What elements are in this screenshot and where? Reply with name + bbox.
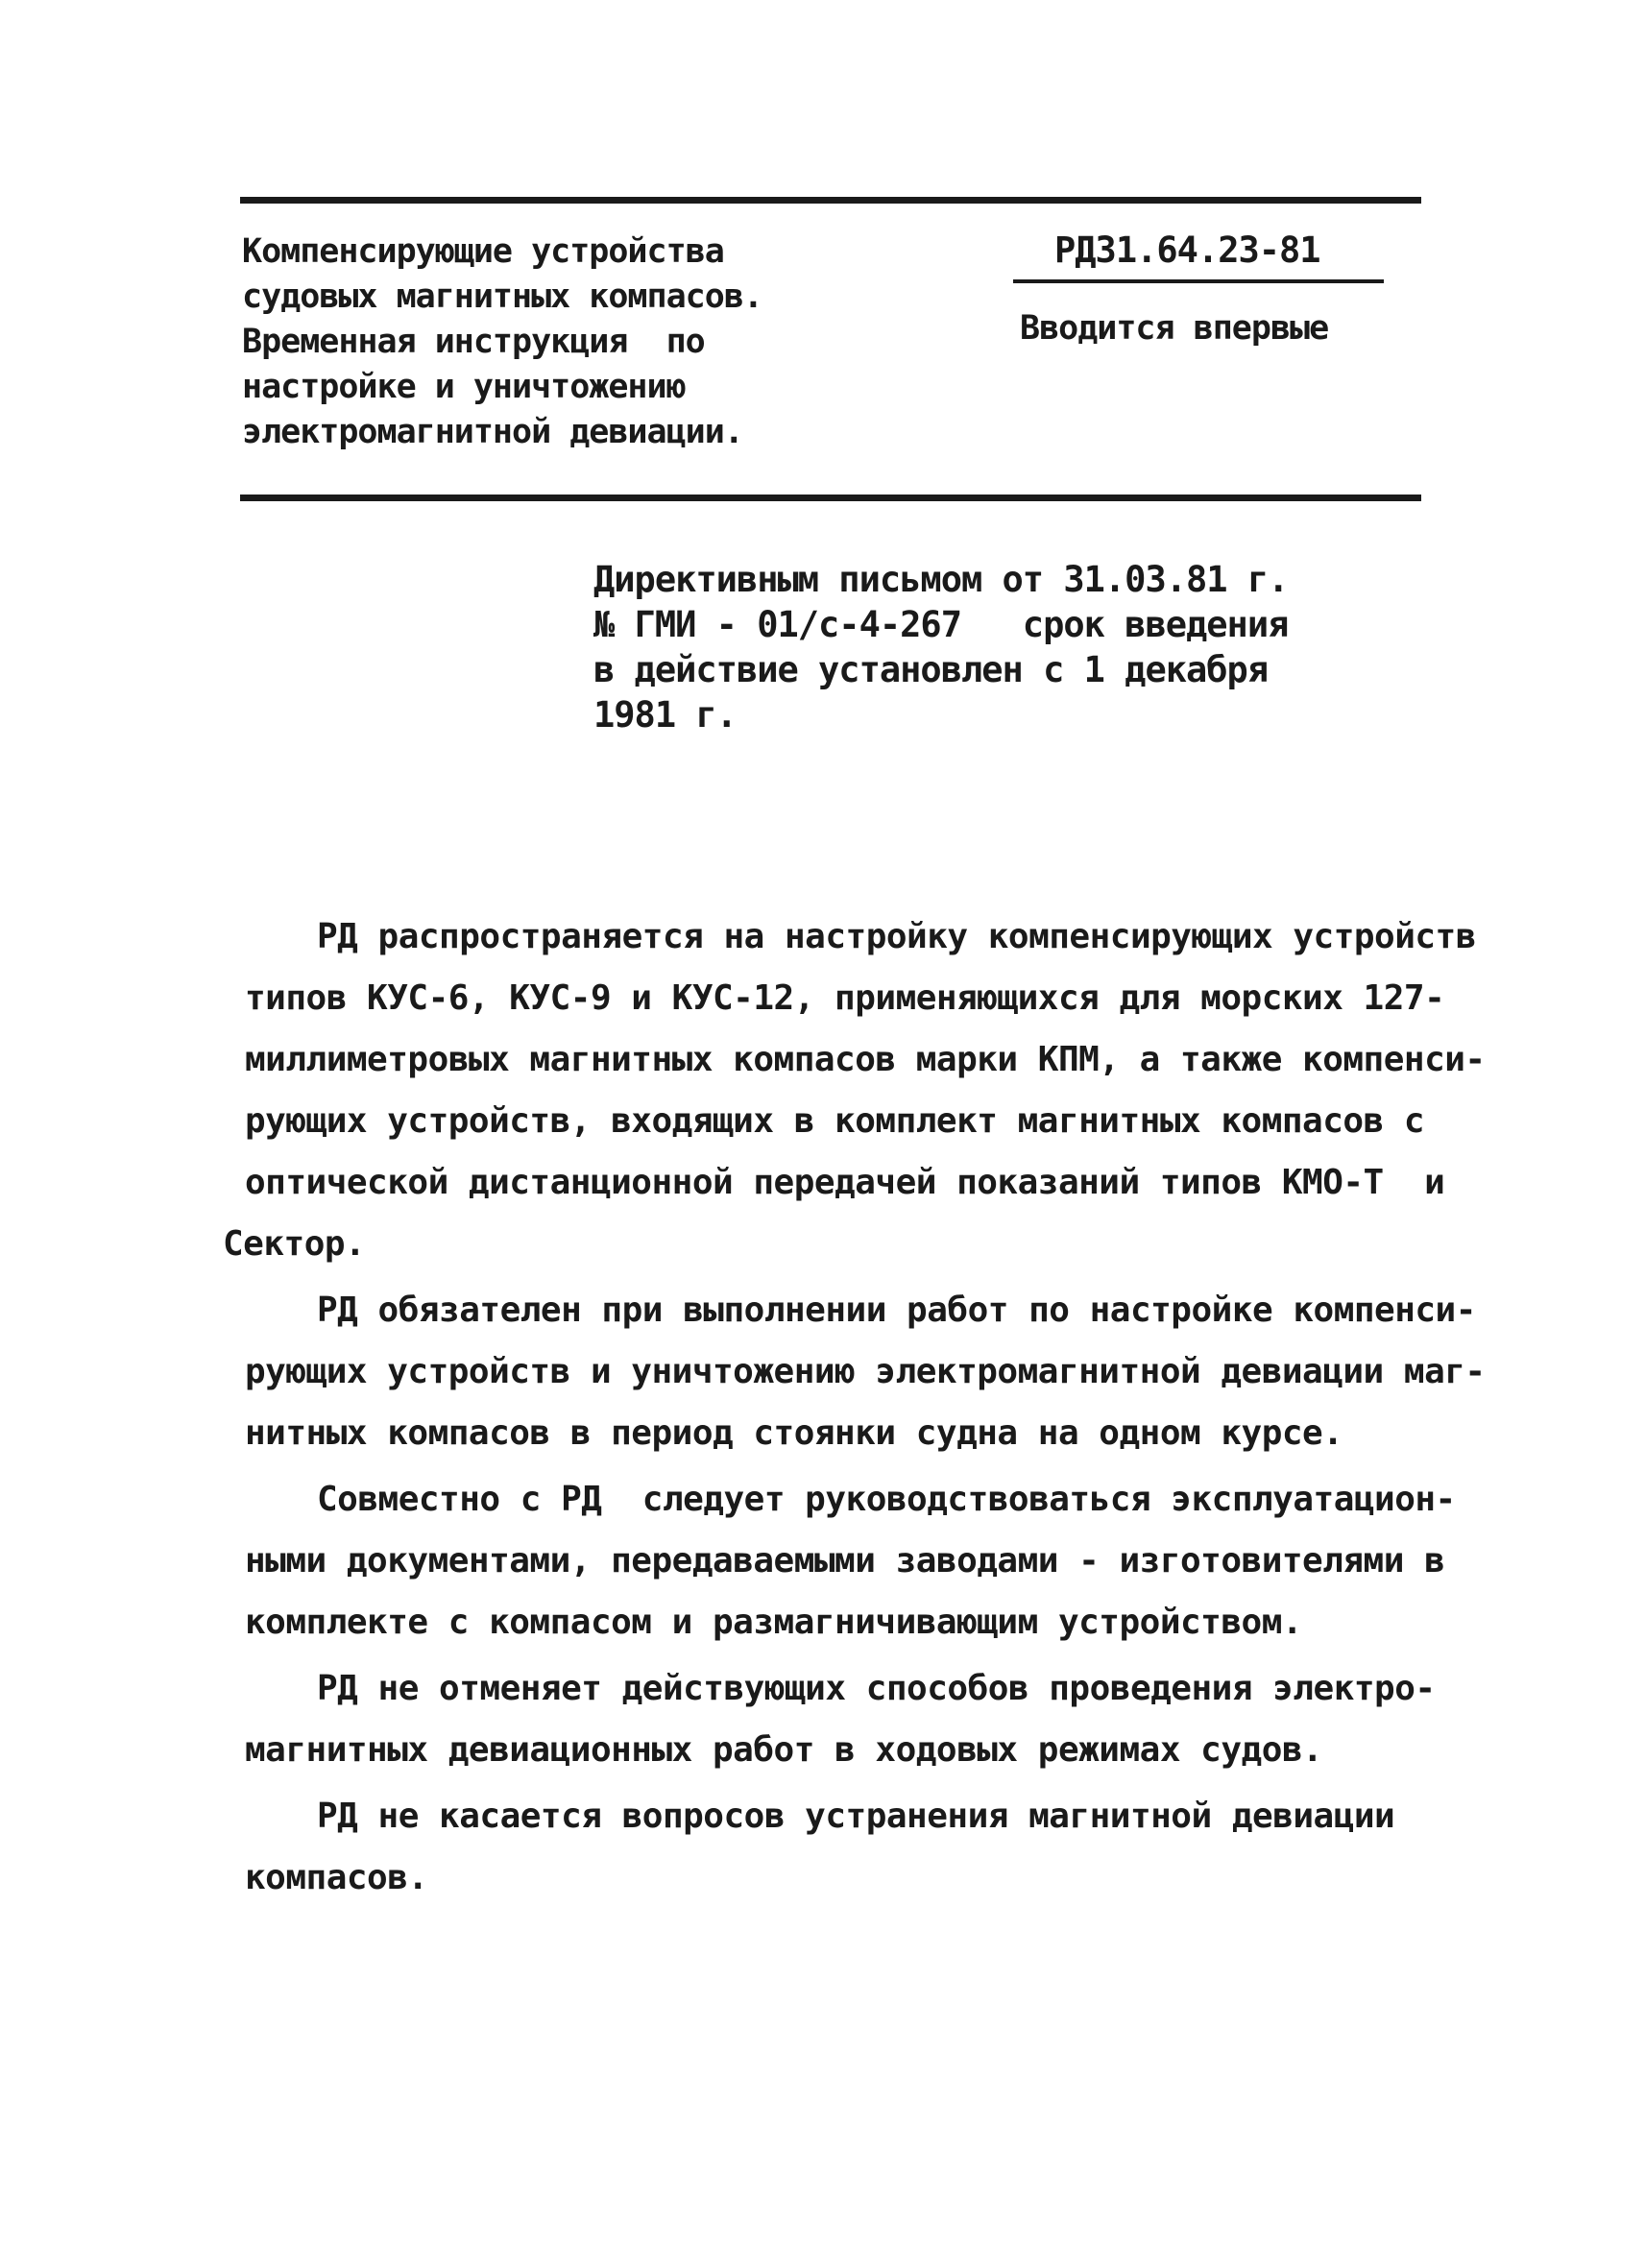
directive-line-2: № ГМИ - 01/с-4-267 срок введения — [593, 604, 1289, 645]
header-top-rule — [240, 197, 1421, 204]
body-line-13: РД не отменяет действующих способов проведения электро- — [317, 1669, 1436, 1708]
header-bottom-rule — [240, 495, 1421, 501]
body-line-1: РД распространяется на настройку компенсирующих устройств — [317, 917, 1476, 956]
body-line-6: Сектор. — [223, 1224, 366, 1264]
document-code: РД31.64.23-81 — [1054, 229, 1320, 271]
document-title-line-2: судовых магнитных компасов. — [242, 277, 762, 316]
document-title-line-4: настройке и уничтожению — [242, 368, 686, 406]
introduction-note: Вводится впервые — [1020, 309, 1329, 348]
directive-line-3: в действие установлен с 1 декабря — [593, 649, 1269, 690]
body-line-10: Совместно с РД следует руководствоваться эксплуатацион- — [317, 1480, 1456, 1519]
body-line-7: РД обязателен при выполнении работ по настройке компенси- — [317, 1291, 1476, 1330]
body-line-15: РД не касается вопросов устранения магнитной девиации — [317, 1797, 1395, 1836]
body-line-3: миллиметровых магнитных компасов марки КПМ, а также компенси- — [245, 1040, 1486, 1079]
body-line-14: магнитных девиационных работ в ходовых режимах судов. — [245, 1730, 1323, 1770]
document-title-line-5: электромагнитной девиации. — [242, 413, 743, 451]
document-code-rule — [1013, 279, 1384, 283]
directive-line-4: 1981 г. — [593, 694, 737, 736]
body-line-12: комплекте с компасом и размагничивающим устройством. — [245, 1603, 1303, 1642]
directive-line-1: Директивным письмом от 31.03.81 г. — [593, 559, 1289, 600]
body-line-4: рующих устройств, входящих в комплект магнитных компасов с — [245, 1101, 1425, 1141]
body-line-11: ными документами, передаваемыми заводами - изготовителями в — [245, 1541, 1445, 1580]
body-line-9: нитных компасов в период стоянки судна на одном курсе. — [245, 1413, 1343, 1453]
document-title-line-3: Временная инструкция по — [242, 323, 705, 361]
body-line-2: типов КУС-6, КУС-9 и КУС-12, применяющихся для морских 127- — [245, 978, 1445, 1018]
body-line-5: оптической дистанционной передачей показаний типов КМО-Т и — [245, 1163, 1445, 1202]
body-line-16: компасов. — [245, 1858, 428, 1897]
document-title-line-1: Компенсирующие устройства — [242, 232, 724, 271]
body-line-8: рующих устройств и уничтожению электромагнитной девиации маг- — [245, 1352, 1486, 1391]
